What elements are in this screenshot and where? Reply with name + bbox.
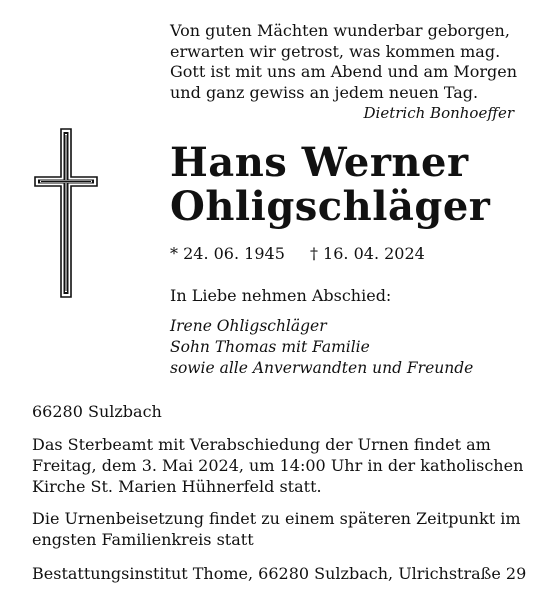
burial-notice-line: Die Urnenbeisetzung findet zu einem späteren Zeitpunkt im	[32, 509, 521, 528]
mourner: Sohn Thomas mit Familie	[170, 338, 370, 356]
place: 66280 Sulzbach	[32, 402, 162, 421]
deceased-name	[170, 141, 490, 229]
burial-notice-line: engsten Familienkreis statt	[32, 530, 254, 549]
deceased-last-name: Ohligschläger	[170, 183, 491, 230]
undertaker: Bestattungsinstitut Thome, 66280 Sulzbach, Ulrichstraße 29	[32, 564, 527, 583]
mourner: sowie alle Anverwandten und Freunde	[170, 359, 474, 377]
funeral-notice-line: Kirche St. Marien Hühnerfeld statt.	[32, 477, 322, 496]
poem-line: Von guten Mächten wunderbar geborgen,	[170, 21, 510, 40]
mourners-list	[170, 316, 473, 379]
birth-date: * 24. 06. 1945	[170, 244, 285, 263]
deceased-first-names: Hans Werner	[170, 139, 469, 186]
burial-notice	[32, 508, 537, 550]
poem-line: und ganz gewiss an jedem neuen Tag.	[170, 82, 479, 102]
cross-icon	[34, 128, 98, 298]
death-date: † 16. 04. 2024	[309, 244, 425, 263]
poem-line: Gott ist mit uns am Abend und am Morgen	[170, 62, 518, 81]
farewell-intro: In Liebe nehmen Abschied:	[170, 286, 392, 305]
funeral-notice-line: Freitag, dem 3. Mai 2024, um 14:00 Uhr in der katholischen	[32, 456, 524, 475]
poem-author: Dietrich Bonhoeffer	[363, 104, 514, 122]
funeral-notice-line: Das Sterbeamt mit Verabschiedung der Urnen findet am	[32, 435, 491, 454]
life-dates	[170, 244, 425, 263]
poem-block	[170, 21, 520, 124]
poem-line: erwarten wir getrost, was kommen mag.	[170, 41, 501, 61]
funeral-notice	[32, 434, 537, 497]
mourner: Irene Ohligschläger	[170, 317, 327, 335]
